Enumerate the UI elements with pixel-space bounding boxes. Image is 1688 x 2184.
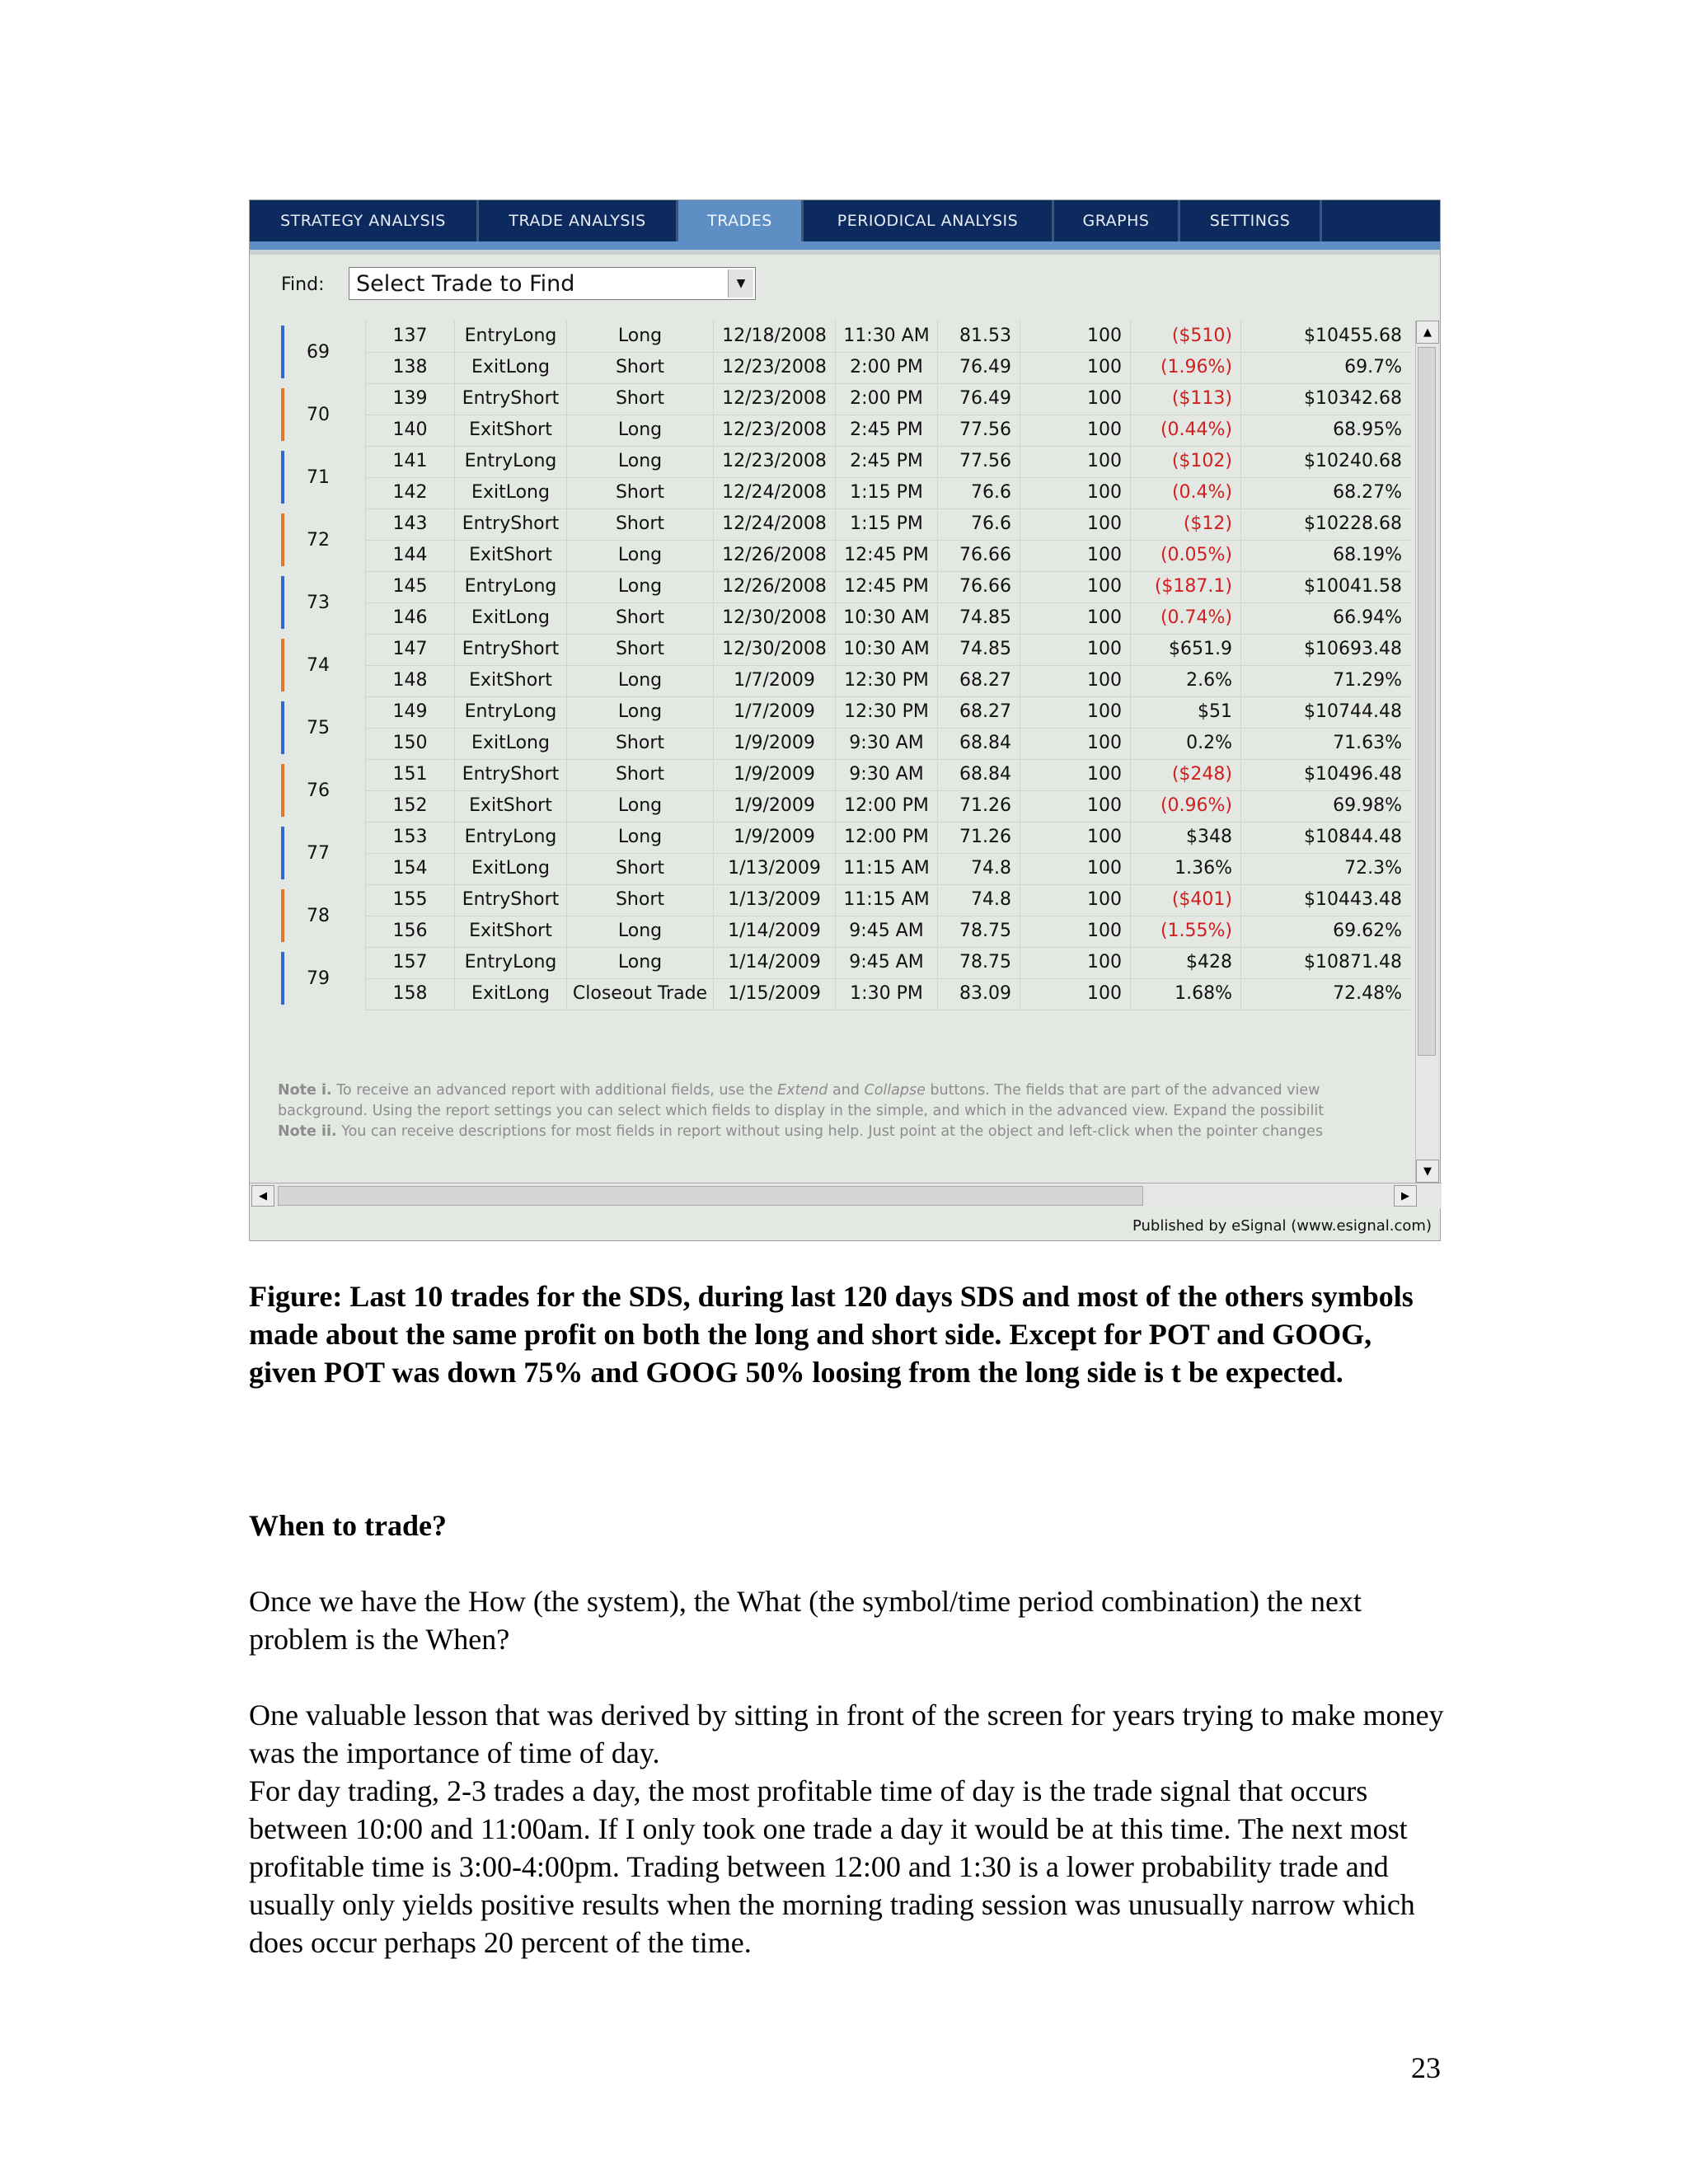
time-cell: 1:30 PM <box>835 978 937 1010</box>
profit-loss-cell: 1.36% <box>1130 853 1240 884</box>
type-cell: Short <box>566 728 713 759</box>
time-cell: 1:15 PM <box>835 509 937 540</box>
time-cell: 9:30 AM <box>835 759 937 790</box>
trade-id-cell: 151 <box>365 759 454 790</box>
profit-loss-cell: 2.6% <box>1130 665 1240 696</box>
equity-cell: $10744.48 <box>1240 696 1410 728</box>
signal-cell: ExitShort <box>454 916 566 947</box>
profit-loss-cell: (1.96%) <box>1130 352 1240 383</box>
quantity-cell: 100 <box>1020 978 1130 1010</box>
report-notes <box>278 1080 1415 1142</box>
table-row[interactable] <box>365 916 1410 948</box>
price-cell: 74.8 <box>937 853 1020 884</box>
quantity-cell: 100 <box>1020 634 1130 665</box>
price-cell: 78.75 <box>937 916 1020 947</box>
profit-loss-cell: ($12) <box>1130 509 1240 540</box>
trade-id-cell: 153 <box>365 822 454 853</box>
note-line-1: Note i. To receive an advanced report with additional fields, use the Extend and Collapse buttons. The fields that are part of the advanced view <box>278 1082 1320 1099</box>
price-cell: 76.49 <box>937 352 1020 383</box>
signal-cell: ExitLong <box>454 352 566 383</box>
quantity-cell: 100 <box>1020 352 1130 383</box>
quantity-cell: 100 <box>1020 477 1130 509</box>
horizontal-scroll-thumb[interactable] <box>278 1186 1143 1206</box>
note-line-3: Note ii. You can receive descriptions for most fields in report without using help. Just point at the object and left-click when the pointer changes <box>278 1123 1323 1140</box>
equity-cell: $10443.48 <box>1240 884 1410 916</box>
profit-loss-cell: ($401) <box>1130 884 1240 916</box>
tab-settings[interactable]: SETTINGS <box>1180 200 1322 241</box>
trade-number: 72 <box>307 529 330 551</box>
date-cell: 1/9/2009 <box>713 728 835 759</box>
trade-group[interactable] <box>273 321 1410 383</box>
quantity-cell: 100 <box>1020 916 1130 947</box>
equity-cell: 71.29% <box>1240 665 1410 696</box>
price-cell: 77.56 <box>937 446 1020 477</box>
quantity-cell: 100 <box>1020 696 1130 728</box>
trade-id-cell: 152 <box>365 790 454 822</box>
equity-cell: $10041.58 <box>1240 571 1410 602</box>
profit-loss-cell: ($510) <box>1130 321 1240 352</box>
table-row[interactable] <box>365 602 1410 635</box>
type-cell: Short <box>566 383 713 415</box>
type-cell: Closeout Trade <box>566 978 713 1010</box>
table-row[interactable] <box>365 853 1410 885</box>
find-trade-select[interactable] <box>349 267 756 300</box>
profit-loss-cell: (0.74%) <box>1130 602 1240 634</box>
trade-id-cell: 146 <box>365 602 454 634</box>
date-cell: 1/7/2009 <box>713 696 835 728</box>
scroll-right-icon[interactable]: ▶ <box>1394 1185 1417 1207</box>
time-cell: 11:15 AM <box>835 853 937 884</box>
trade-number: 69 <box>307 341 330 363</box>
published-by-label: Published by eSignal (www.esignal.com) <box>1132 1217 1432 1235</box>
quantity-cell: 100 <box>1020 321 1130 352</box>
time-cell: 10:30 AM <box>835 602 937 634</box>
time-cell: 12:00 PM <box>835 790 937 822</box>
trade-number: 75 <box>307 717 330 738</box>
chevron-down-icon[interactable]: ▼ <box>728 269 753 298</box>
trade-id-cell: 143 <box>365 509 454 540</box>
equity-cell: $10455.68 <box>1240 321 1410 352</box>
date-cell: 1/13/2009 <box>713 884 835 916</box>
price-cell: 68.27 <box>937 696 1020 728</box>
price-cell: 68.84 <box>937 728 1020 759</box>
date-cell: 12/26/2008 <box>713 571 835 602</box>
type-cell: Short <box>566 759 713 790</box>
paragraph-1: Once we have the How (the system), the What (the symbol/time period combination) the next problem is the When? <box>249 1585 1362 1656</box>
profit-loss-cell: ($187.1) <box>1130 571 1240 602</box>
tab-trades[interactable]: TRADES <box>678 200 804 241</box>
profit-loss-cell: ($248) <box>1130 759 1240 790</box>
equity-cell: 68.19% <box>1240 540 1410 571</box>
equity-cell: $10496.48 <box>1240 759 1410 790</box>
horizontal-scrollbar[interactable] <box>250 1183 1442 1208</box>
price-cell: 76.49 <box>937 383 1020 415</box>
equity-cell: $10342.68 <box>1240 383 1410 415</box>
type-cell: Long <box>566 790 713 822</box>
table-row[interactable] <box>365 696 1410 729</box>
trade-id-cell: 138 <box>365 352 454 383</box>
trade-number: 71 <box>307 466 330 488</box>
table-row[interactable] <box>365 665 1410 697</box>
date-cell: 1/14/2009 <box>713 916 835 947</box>
signal-cell: EntryShort <box>454 383 566 415</box>
quantity-cell: 100 <box>1020 759 1130 790</box>
trade-group[interactable] <box>273 696 1410 759</box>
trade-number: 77 <box>307 842 330 864</box>
quantity-cell: 100 <box>1020 790 1130 822</box>
time-cell: 9:30 AM <box>835 728 937 759</box>
tab-graphs[interactable]: GRAPHS <box>1054 200 1180 241</box>
date-cell: 12/24/2008 <box>713 509 835 540</box>
trade-group[interactable] <box>273 634 1410 696</box>
date-cell: 12/23/2008 <box>713 446 835 477</box>
table-row[interactable] <box>365 947 1410 979</box>
type-cell: Long <box>566 321 713 352</box>
equity-cell: 72.3% <box>1240 853 1410 884</box>
type-cell: Short <box>566 509 713 540</box>
trade-id-cell: 156 <box>365 916 454 947</box>
signal-cell: EntryShort <box>454 759 566 790</box>
profit-loss-cell: $348 <box>1130 822 1240 853</box>
trade-group[interactable] <box>273 822 1410 884</box>
tab-separator <box>250 250 1440 255</box>
price-cell: 78.75 <box>937 947 1020 978</box>
signal-cell: EntryShort <box>454 634 566 665</box>
table-row[interactable] <box>365 477 1410 509</box>
trade-id-cell: 149 <box>365 696 454 728</box>
table-row[interactable] <box>365 571 1410 603</box>
price-cell: 81.53 <box>937 321 1020 352</box>
trade-id-cell: 155 <box>365 884 454 916</box>
equity-cell: 69.7% <box>1240 352 1410 383</box>
equity-cell: $10693.48 <box>1240 634 1410 665</box>
equity-cell: 72.48% <box>1240 978 1410 1010</box>
trade-group[interactable] <box>273 383 1410 446</box>
trade-number: 73 <box>307 592 330 613</box>
profit-loss-cell: $651.9 <box>1130 634 1240 665</box>
quantity-cell: 100 <box>1020 540 1130 571</box>
date-cell: 12/24/2008 <box>713 477 835 509</box>
note-line-2: background. Using the report settings you can select which fields to display in the simple, and which in the advanced view. Expand the possibilit <box>278 1103 1325 1119</box>
equity-cell: 69.98% <box>1240 790 1410 822</box>
quantity-cell: 100 <box>1020 415 1130 446</box>
tab-trade-analysis[interactable]: TRADE ANALYSIS <box>479 200 678 241</box>
price-cell: 76.66 <box>937 540 1020 571</box>
type-cell: Short <box>566 352 713 383</box>
date-cell: 1/13/2009 <box>713 853 835 884</box>
trade-number: 70 <box>307 404 330 425</box>
time-cell: 9:45 AM <box>835 947 937 978</box>
price-cell: 74.8 <box>937 884 1020 916</box>
quantity-cell: 100 <box>1020 728 1130 759</box>
signal-cell: ExitLong <box>454 728 566 759</box>
quantity-cell: 100 <box>1020 571 1130 602</box>
trade-id-cell: 145 <box>365 571 454 602</box>
table-row[interactable] <box>365 978 1410 1010</box>
date-cell: 1/15/2009 <box>713 978 835 1010</box>
table-row[interactable] <box>365 540 1410 572</box>
date-cell: 12/30/2008 <box>713 634 835 665</box>
trade-id-cell: 148 <box>365 665 454 696</box>
trade-id-cell: 158 <box>365 978 454 1010</box>
equity-cell: 71.63% <box>1240 728 1410 759</box>
type-cell: Long <box>566 415 713 446</box>
table-row[interactable] <box>365 321 1410 353</box>
signal-cell: ExitLong <box>454 853 566 884</box>
date-cell: 12/18/2008 <box>713 321 835 352</box>
date-cell: 1/14/2009 <box>713 947 835 978</box>
type-cell: Long <box>566 947 713 978</box>
trade-group[interactable] <box>273 446 1410 509</box>
table-row[interactable] <box>365 352 1410 384</box>
equity-cell: 69.62% <box>1240 916 1410 947</box>
time-cell: 2:00 PM <box>835 383 937 415</box>
equity-cell: 68.27% <box>1240 477 1410 509</box>
date-cell: 12/30/2008 <box>713 602 835 634</box>
type-cell: Long <box>566 446 713 477</box>
profit-loss-cell: (0.44%) <box>1130 415 1240 446</box>
date-cell: 1/7/2009 <box>713 665 835 696</box>
equity-cell: 68.95% <box>1240 415 1410 446</box>
signal-cell: EntryShort <box>454 884 566 916</box>
time-cell: 12:45 PM <box>835 571 937 602</box>
signal-cell: EntryLong <box>454 822 566 853</box>
price-cell: 68.27 <box>937 665 1020 696</box>
trade-number: 79 <box>307 968 330 989</box>
trade-number: 76 <box>307 780 330 801</box>
type-cell: Long <box>566 571 713 602</box>
page-number: 23 <box>1411 2051 1441 2084</box>
price-cell: 83.09 <box>937 978 1020 1010</box>
time-cell: 2:00 PM <box>835 352 937 383</box>
equity-cell: $10871.48 <box>1240 947 1410 978</box>
date-cell: 1/9/2009 <box>713 790 835 822</box>
vertical-scrollbar[interactable] <box>1415 321 1439 1183</box>
quantity-cell: 100 <box>1020 383 1130 415</box>
table-row[interactable] <box>365 759 1410 791</box>
trade-group[interactable] <box>273 571 1410 634</box>
quantity-cell: 100 <box>1020 853 1130 884</box>
trade-id-cell: 141 <box>365 446 454 477</box>
price-cell: 71.26 <box>937 790 1020 822</box>
profit-loss-cell: 0.2% <box>1130 728 1240 759</box>
type-cell: Short <box>566 884 713 916</box>
price-cell: 77.56 <box>937 415 1020 446</box>
quantity-cell: 100 <box>1020 665 1130 696</box>
profit-loss-cell: (0.96%) <box>1130 790 1240 822</box>
price-cell: 71.26 <box>937 822 1020 853</box>
price-cell: 76.6 <box>937 477 1020 509</box>
type-cell: Long <box>566 916 713 947</box>
signal-cell: EntryLong <box>454 446 566 477</box>
type-cell: Long <box>566 696 713 728</box>
trade-id-cell: 150 <box>365 728 454 759</box>
type-cell: Long <box>566 822 713 853</box>
equity-cell: $10228.68 <box>1240 509 1410 540</box>
quantity-cell: 100 <box>1020 884 1130 916</box>
time-cell: 2:45 PM <box>835 415 937 446</box>
equity-cell: $10240.68 <box>1240 446 1410 477</box>
signal-cell: ExitLong <box>454 978 566 1010</box>
tab-periodical-analysis[interactable]: PERIODICAL ANALYSIS <box>804 200 1054 241</box>
trade-group[interactable] <box>273 884 1410 947</box>
profit-loss-cell: $51 <box>1130 696 1240 728</box>
signal-cell: EntryShort <box>454 509 566 540</box>
date-cell: 12/23/2008 <box>713 352 835 383</box>
equity-cell: $10844.48 <box>1240 822 1410 853</box>
vertical-scroll-thumb[interactable] <box>1418 347 1436 1056</box>
time-cell: 12:30 PM <box>835 665 937 696</box>
table-row[interactable] <box>365 509 1410 541</box>
quantity-cell: 100 <box>1020 602 1130 634</box>
trade-group[interactable] <box>273 947 1410 1010</box>
date-cell: 12/26/2008 <box>713 540 835 571</box>
quantity-cell: 100 <box>1020 509 1130 540</box>
table-row[interactable] <box>365 634 1410 666</box>
price-cell: 68.84 <box>937 759 1020 790</box>
price-cell: 76.6 <box>937 509 1020 540</box>
time-cell: 1:15 PM <box>835 477 937 509</box>
figure-caption: Figure: Last 10 trades for the SDS, during last 120 days SDS and most of the others symbols made about the same profit on both the long and short side. Except for POT and GOOG, given POT was down 75% and GOOG 50% loosing from the long side is t be expected. <box>249 1280 1414 1389</box>
trade-id-cell: 157 <box>365 947 454 978</box>
scroll-left-icon[interactable]: ◀ <box>251 1185 274 1207</box>
trade-id-cell: 139 <box>365 383 454 415</box>
signal-cell: ExitShort <box>454 540 566 571</box>
table-row[interactable] <box>365 446 1410 478</box>
profit-loss-cell: 1.68% <box>1130 978 1240 1010</box>
type-cell: Short <box>566 853 713 884</box>
time-cell: 12:45 PM <box>835 540 937 571</box>
date-cell: 12/23/2008 <box>713 383 835 415</box>
profit-loss-cell: $428 <box>1130 947 1240 978</box>
trade-group[interactable] <box>273 509 1410 571</box>
trade-id-cell: 137 <box>365 321 454 352</box>
type-cell: Long <box>566 540 713 571</box>
trade-id-cell: 144 <box>365 540 454 571</box>
price-cell: 74.85 <box>937 634 1020 665</box>
signal-cell: ExitLong <box>454 477 566 509</box>
time-cell: 12:00 PM <box>835 822 937 853</box>
signal-cell: EntryLong <box>454 696 566 728</box>
type-cell: Short <box>566 477 713 509</box>
time-cell: 12:30 PM <box>835 696 937 728</box>
find-label: Find: <box>281 274 325 295</box>
trade-id-cell: 142 <box>365 477 454 509</box>
quantity-cell: 100 <box>1020 947 1130 978</box>
profit-loss-cell: ($102) <box>1130 446 1240 477</box>
signal-cell: EntryLong <box>454 571 566 602</box>
price-cell: 74.85 <box>937 602 1020 634</box>
tab-underline <box>250 241 1440 250</box>
price-cell: 76.66 <box>937 571 1020 602</box>
time-cell: 9:45 AM <box>835 916 937 947</box>
profit-loss-cell: (0.05%) <box>1130 540 1240 571</box>
date-cell: 1/9/2009 <box>713 759 835 790</box>
type-cell: Long <box>566 665 713 696</box>
profit-loss-cell: (0.4%) <box>1130 477 1240 509</box>
table-row[interactable] <box>365 728 1410 760</box>
signal-cell: ExitShort <box>454 790 566 822</box>
find-trade-select-value: Select Trade to Find <box>356 270 575 297</box>
table-row[interactable] <box>365 383 1410 415</box>
signal-cell: ExitShort <box>454 665 566 696</box>
signal-cell: ExitShort <box>454 415 566 446</box>
time-cell: 11:15 AM <box>835 884 937 916</box>
date-cell: 12/23/2008 <box>713 415 835 446</box>
trade-id-cell: 147 <box>365 634 454 665</box>
table-row[interactable] <box>365 790 1410 823</box>
quantity-cell: 100 <box>1020 822 1130 853</box>
paragraph-3: For day trading, 2-3 trades a day, the most profitable time of day is the trade signal that occurs between 10:00 and 11:00am. If I only took one trade a day it would be at this time. The next most profitable time is 3:00-4:00pm. Trading between 12:00 and 1:30 is a lower probability trade and usually only yields positive results when the morning trading session was unusually narrow which does occur perhaps 20 percent of the time. <box>249 1774 1415 1959</box>
paragraph-2: One valuable lesson that was derived by sitting in front of the screen for years trying to make money was the importance of time of day. <box>249 1699 1444 1769</box>
type-cell: Short <box>566 634 713 665</box>
trade-id-cell: 154 <box>365 853 454 884</box>
trade-id-cell: 140 <box>365 415 454 446</box>
type-cell: Short <box>566 602 713 634</box>
time-cell: 10:30 AM <box>835 634 937 665</box>
trade-number: 74 <box>307 654 330 676</box>
scroll-down-icon[interactable]: ▼ <box>1416 1160 1439 1183</box>
report-tabs <box>250 200 1440 241</box>
trade-group[interactable] <box>273 759 1410 822</box>
equity-cell: 66.94% <box>1240 602 1410 634</box>
strategy-report-window <box>249 199 1441 1241</box>
time-cell: 11:30 AM <box>835 321 937 352</box>
profit-loss-cell: ($113) <box>1130 383 1240 415</box>
table-row[interactable] <box>365 822 1410 854</box>
table-row[interactable] <box>365 415 1410 447</box>
signal-cell: ExitLong <box>454 602 566 634</box>
time-cell: 2:45 PM <box>835 446 937 477</box>
profit-loss-cell: (1.55%) <box>1130 916 1240 947</box>
section-heading: When to trade? <box>249 1509 447 1542</box>
quantity-cell: 100 <box>1020 446 1130 477</box>
date-cell: 1/9/2009 <box>713 822 835 853</box>
table-row[interactable] <box>365 884 1410 916</box>
signal-cell: EntryLong <box>454 947 566 978</box>
tab-strategy-analysis[interactable]: STRATEGY ANALYSIS <box>250 200 479 241</box>
trade-number: 78 <box>307 905 330 926</box>
signal-cell: EntryLong <box>454 321 566 352</box>
scroll-up-icon[interactable]: ▲ <box>1416 321 1439 344</box>
